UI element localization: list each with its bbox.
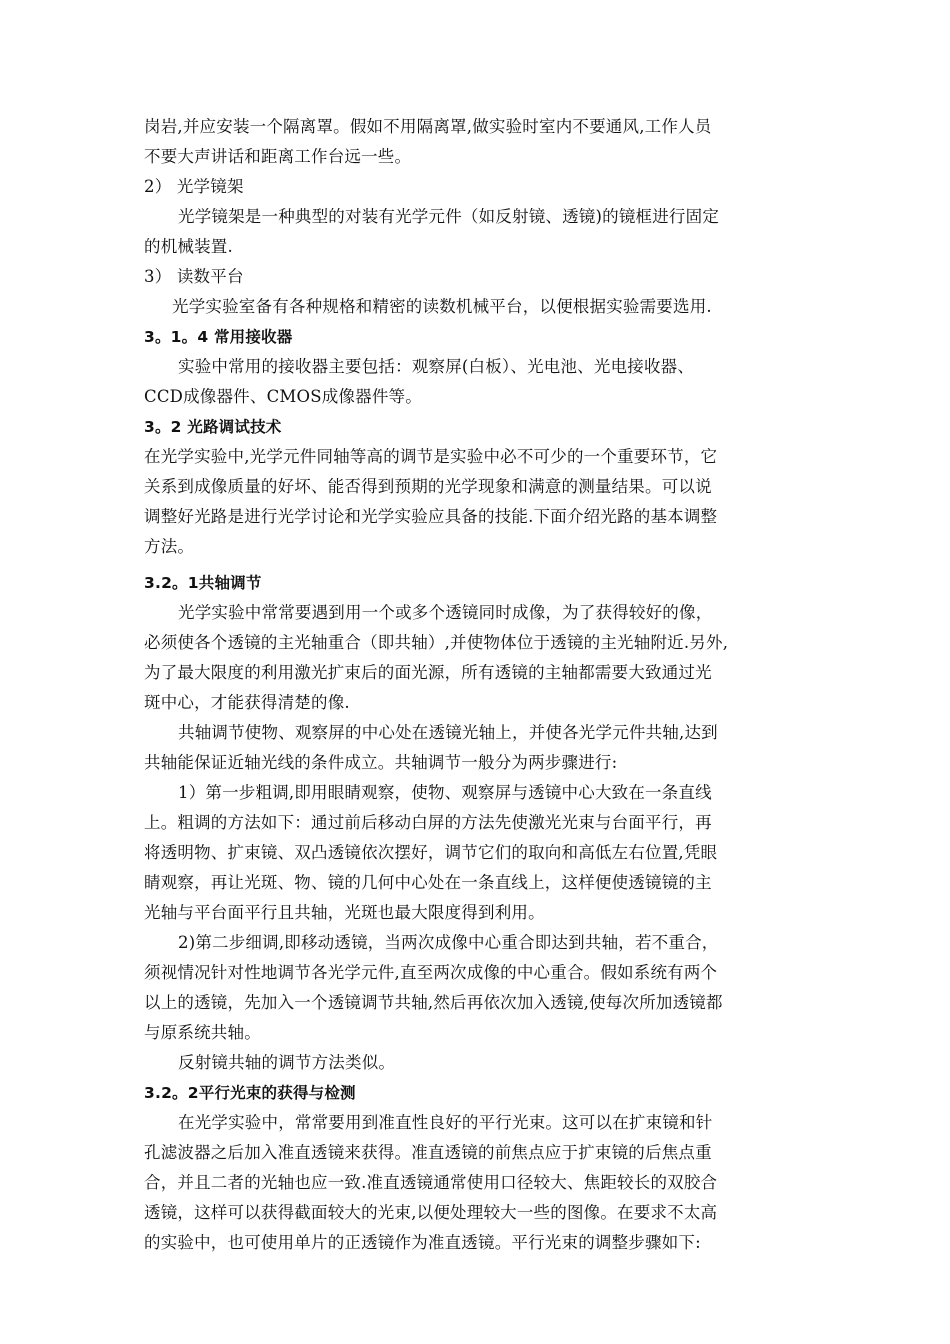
paragraph-line: 为了最大限度的利用激光扩束后的面光源，所有透镜的主轴都需要大致通过光 bbox=[144, 663, 712, 682]
paragraph-line: 关系到成像质量的好坏、能否得到预期的光学现象和满意的测量结果。可以说 bbox=[144, 477, 712, 496]
paragraph-line: CCD成像器件、CMOS成像器件等。 bbox=[144, 387, 422, 406]
paragraph-line: 实验中常用的接收器主要包括：观察屏(白板）、光电池、光电接收器、 bbox=[178, 357, 695, 376]
paragraph-line: 调整好光路是进行光学讨论和光学实验应具备的技能.下面介绍光路的基本调整 bbox=[144, 507, 718, 526]
paragraph-line: 2)第二步细调,即移动透镜，当两次成像中心重合即达到共轴，若不重合， bbox=[178, 933, 719, 952]
section-heading: 3.2。1共轴调节 bbox=[144, 574, 262, 592]
paragraph-line: 岗岩,并应安装一个隔离罩。假如不用隔离罩,做实验时室内不要通风,工作人员 bbox=[144, 117, 712, 136]
section-heading: 3。1。4 常用接收器 bbox=[144, 328, 293, 346]
paragraph-line: 透镜，这样可以获得截面较大的光束,以便处理较大一些的图像。在要求不太高 bbox=[144, 1203, 718, 1222]
paragraph-line: 与原系统共轴。 bbox=[144, 1023, 261, 1042]
paragraph-line: 光学实验室备有各种规格和精密的读数机械平台，以便根据实验需要选用. bbox=[172, 297, 712, 316]
paragraph-line: 孔滤波器之后加入准直透镜来获得。准直透镜的前焦点应于扩束镜的后焦点重 bbox=[144, 1143, 712, 1162]
paragraph-line: 方法。 bbox=[144, 537, 195, 556]
document-body bbox=[144, 112, 824, 1258]
paragraph-line: 的机械装置. bbox=[144, 237, 233, 256]
paragraph-line: 斑中心，才能获得清楚的像. bbox=[144, 693, 350, 712]
paragraph-line: 在光学实验中，常常要用到准直性良好的平行光束。这可以在扩束镜和针 bbox=[178, 1113, 713, 1132]
paragraph-line: 以上的透镜，先加入一个透镜调节共轴,然后再依次加入透镜,使每次所加透镜都 bbox=[144, 993, 723, 1012]
section-heading: 3.2。2平行光束的获得与检测 bbox=[144, 1084, 356, 1102]
paragraph-line: 共轴能保证近轴光线的条件成立。共轴调节一般分为两步骤进行: bbox=[144, 753, 618, 772]
paragraph-line: 须视情况针对性地调节各光学元件,直至两次成像的中心重合。假如系统有两个 bbox=[144, 963, 718, 982]
paragraph-line: 在光学实验中,光学元件同轴等高的调节是实验中必不可少的一个重要环节，它 bbox=[144, 447, 718, 466]
paragraph-line: 光轴与平台面平行且共轴，光斑也最大限度得到利用。 bbox=[144, 903, 545, 922]
paragraph-line: 3） 读数平台 bbox=[144, 267, 244, 286]
paragraph-line: 光学实验中常常要遇到用一个或多个透镜同时成像，为了获得较好的像， bbox=[178, 603, 713, 622]
paragraph-line: 光学镜架是一种典型的对装有光学元件（如反射镜、透镜)的镜框进行固定 bbox=[178, 207, 720, 226]
paragraph-line: 将透明物、扩束镜、双凸透镜依次摆好，调节它们的取向和高低左右位置,凭眼 bbox=[144, 843, 718, 862]
paragraph-line: 1）第一步粗调,即用眼睛观察，使物、观察屏与透镜中心大致在一条直线 bbox=[178, 783, 712, 802]
paragraph-line: 的实验中，也可使用单片的正透镜作为准直透镜。平行光束的调整步骤如下: bbox=[144, 1233, 701, 1252]
paragraph-line: 不要大声讲话和距离工作台远一些。 bbox=[144, 147, 412, 166]
paragraph-line: 反射镜共轴的调节方法类似。 bbox=[178, 1053, 396, 1072]
section-heading: 3。2 光路调试技术 bbox=[144, 418, 282, 436]
paragraph-line: 上。粗调的方法如下：通过前后移动白屏的方法先使激光光束与台面平行，再 bbox=[144, 813, 712, 832]
paragraph-line: 合，并且二者的光轴也应一致.准直透镜通常使用口径较大、焦距较长的双胶合 bbox=[144, 1173, 718, 1192]
paragraph-line: 睛观察，再让光斑、物、镜的几何中心处在一条直线上，这样便使透镜镜的主 bbox=[144, 873, 712, 892]
paragraph-line: 必须使各个透镜的主光轴重合（即共轴）,并使物体位于透镜的主光轴附近.另外, bbox=[144, 633, 729, 652]
paragraph-line: 2） 光学镜架 bbox=[144, 177, 244, 196]
paragraph-line: 共轴调节使物、观察屏的中心处在透镜光轴上，并使各光学元件共轴,达到 bbox=[178, 723, 718, 742]
